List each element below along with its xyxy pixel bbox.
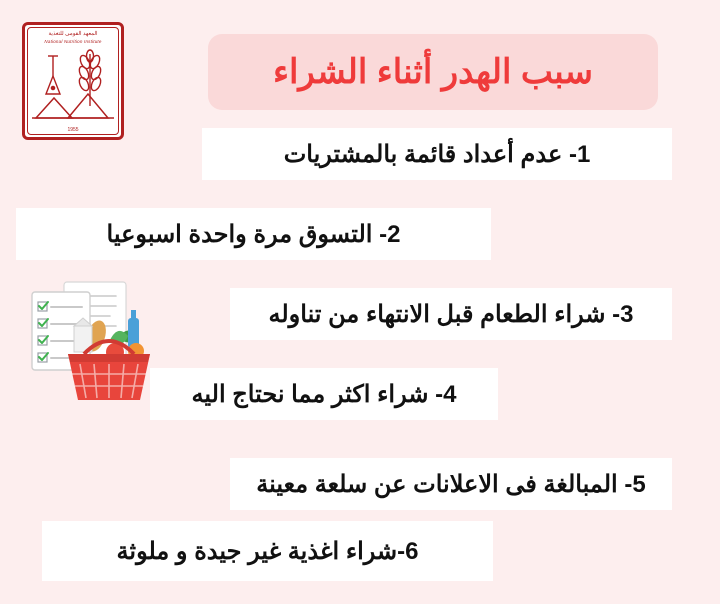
logo-arabic-text: المعهد القومى للتغذية (48, 31, 98, 37)
list-item (150, 368, 498, 420)
logo-caption (22, 31, 124, 45)
list-item-text: 1- عدم أعداد قائمة بالمشتريات (283, 140, 591, 168)
list-item (230, 458, 672, 510)
institute-logo (22, 22, 124, 140)
list-item-text: 4- شراء اكثر مما نحتاج اليه (191, 380, 457, 408)
list-item (202, 128, 672, 180)
list-item-text: 3- شراء الطعام قبل الانتهاء من تناوله (268, 300, 634, 328)
list-item-text: 6-شراء اغذية غير جيدة و ملوثة (116, 537, 419, 565)
page-title: سبب الهدر أثناء الشراء (272, 53, 594, 91)
list-item (16, 208, 491, 260)
list-item-text: 5- المبالغة فى الاعلانات عن سلعة معينة (256, 470, 646, 498)
list-item (42, 521, 493, 581)
list-item (230, 288, 672, 340)
logo-english-text: National Nutrition Institute (44, 39, 102, 44)
logo-year: 1955 (67, 127, 79, 133)
logo-emblem-icon (28, 46, 118, 124)
list-item-text: 2- التسوق مرة واحدة اسبوعيا (106, 220, 401, 248)
